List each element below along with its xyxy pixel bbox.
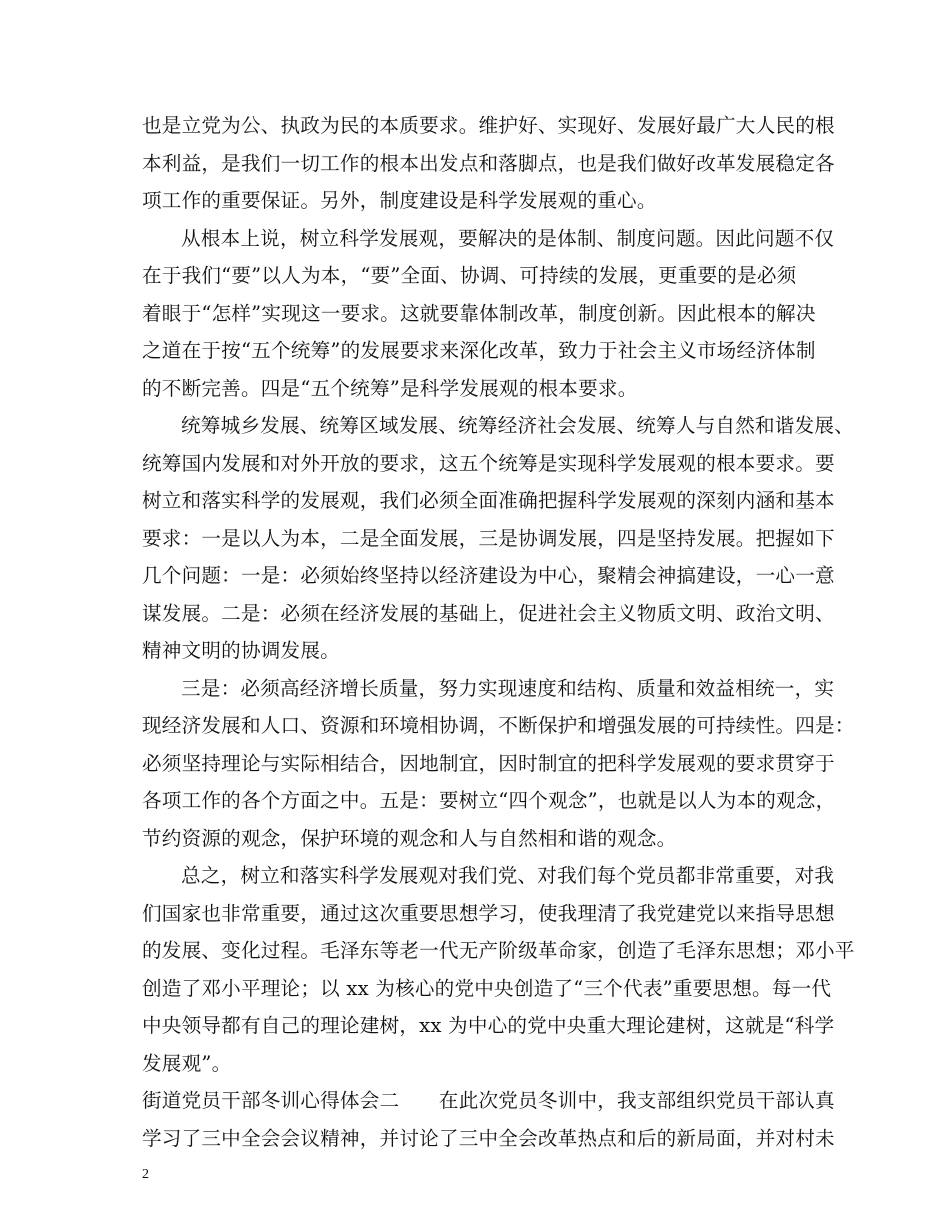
text-line: 创造了邓小平理论；以 xx 为核心的党中央创造了“三个代表”重要思想。每一代 [142, 977, 832, 1000]
text-line: 中央领导都有自己的理论建树，xx 为中心的党中央重大理论建树，这就是“科学 [142, 1014, 835, 1037]
page-number: 2 [142, 1167, 149, 1182]
text-line: 的发展、变化过程。毛泽东等老一代无产阶级革命家，创造了毛泽东思想；邓小平 [142, 939, 855, 962]
text-line: 精神文明的协调发展。 [142, 639, 340, 662]
text-line: 现经济发展和人口、资源和环境相协调，不断保护和增强发展的可持续性。四是： [142, 714, 855, 737]
text-line: 统筹国内发展和对外开放的要求，这五个统筹是实现科学发展观的根本要求。要 [142, 452, 835, 475]
text-line: 几个问题：一是：必须始终坚持以经济建设为中心，聚精会神搞建设，一心一意 [142, 564, 835, 587]
text-line: 学习了三中全会会议精神，并讨论了三中全会改革热点和后的新局面，并对村未 [142, 1127, 835, 1150]
text-line: 在于我们“要”以人为本，“要”全面、协调、可持续的发展，更重要的是必须 [142, 264, 797, 287]
text-line: 谋发展。二是：必须在经济发展的基础上，促进社会主义物质文明、政治文明、 [142, 602, 835, 625]
text-line: 项工作的重要保证。另外，制度建设是科学发展观的重心。 [142, 189, 657, 212]
text-line: 必须坚持理论与实际相结合，因地制宜，因时制宜的把科学发展观的要求贯穿于 [142, 752, 835, 775]
text-line: 要求：一是以人为本，二是全面发展，三是协调发展，四是坚持发展。把握如下 [142, 527, 835, 550]
text-line: 发展观”。 [142, 1052, 232, 1075]
text-line: 三是：必须高经济增长质量，努力实现速度和结构、质量和效益相统一，实 [181, 677, 835, 700]
text-line: 的不断完善。四是“五个统筹”是科学发展观的根本要求。 [142, 377, 638, 400]
text-line: 总之，树立和落实科学发展观对我们党、对我们每个党员都非常重要，对我 [181, 864, 835, 887]
text-line: 也是立党为公、执政为民的本质要求。维护好、实现好、发展好最广大人民的根 [142, 114, 835, 137]
text-line: 节约资源的观念，保护环境的观念和人与自然相和谐的观念。 [142, 827, 677, 850]
text-line: 街道党员干部冬训心得体会二 在此次党员冬训中，我支部组织党员干部认真 [142, 1089, 835, 1112]
text-line: 之道在于按“五个统筹”的发展要求来深化改革，致力于社会主义市场经济体制 [142, 339, 816, 362]
text-line: 本利益，是我们一切工作的根本出发点和落脚点，也是我们做好改革发展稳定各 [142, 152, 835, 175]
text-line: 们国家也非常重要，通过这次重要思想学习，使我理清了我党建党以来指导思想 [142, 902, 835, 925]
text-line: 着眼于“怎样”实现这一要求。这就要靠体制改革，制度创新。因此根本的解决 [142, 302, 816, 325]
text-line: 各项工作的各个方面之中。五是：要树立“四个观念”，也就是以人为本的观念， [142, 789, 836, 812]
text-line: 树立和落实科学的发展观，我们必须全面准确把握科学发展观的深刻内涵和基本 [142, 489, 835, 512]
text-line: 统筹城乡发展、统筹区域发展、统筹经济社会发展、统筹人与自然和谐发展、 [181, 414, 854, 437]
text-line: 从根本上说，树立科学发展观，要解决的是体制、制度问题。因此问题不仅 [181, 227, 835, 250]
